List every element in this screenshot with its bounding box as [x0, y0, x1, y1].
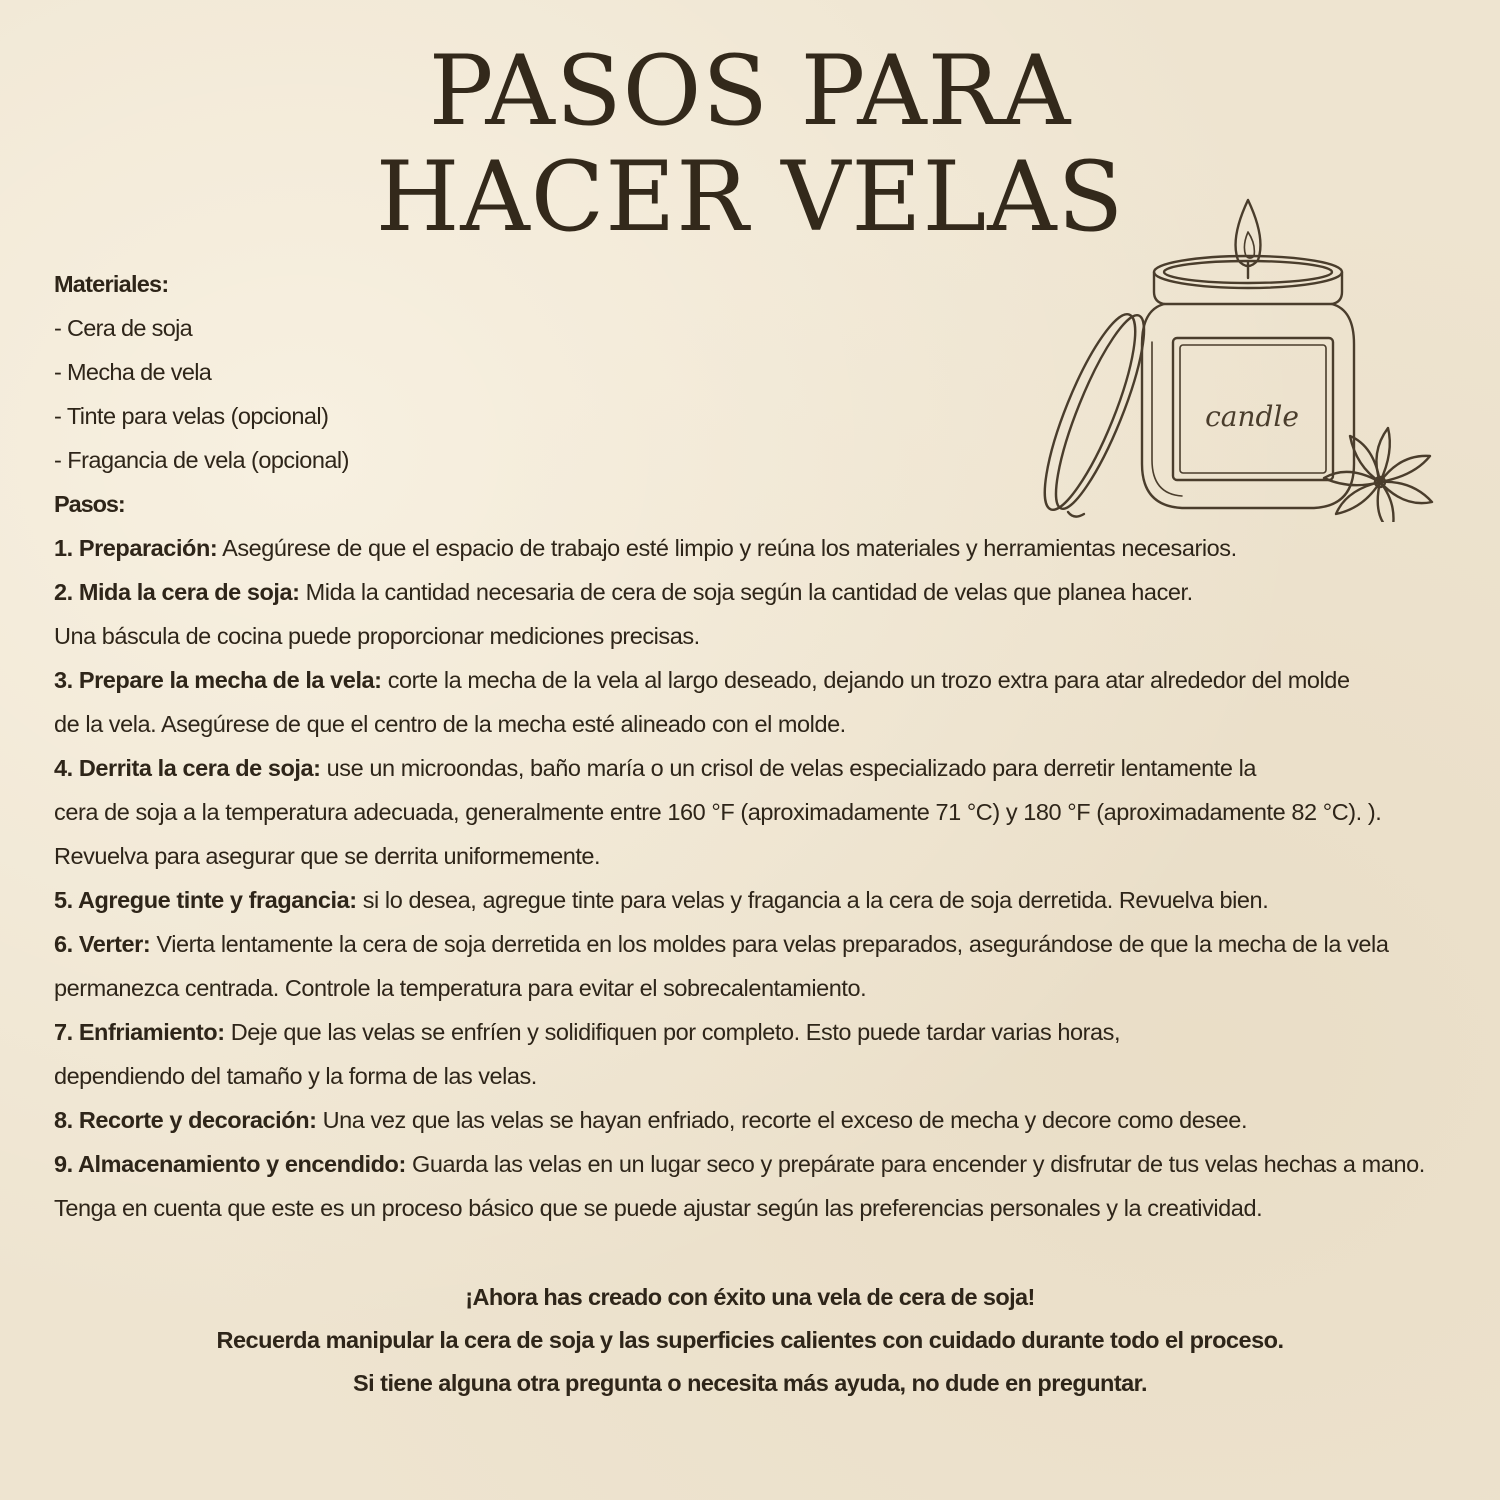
step-text: Una vez que las velas se hayan enfriado, recorte el exceso de mecha y decore como desee.: [322, 1107, 1248, 1133]
step-text: Asegúrese de que el espacio de trabajo esté limpio y reúna los materiales y herramientas necesarios.: [222, 535, 1237, 561]
step-label: 3. Prepare la mecha de la vela:: [54, 667, 382, 693]
material-item: - Mecha de vela: [54, 359, 212, 385]
step-text: Mida la cantidad necesaria de cera de soja según la cantidad de velas que planea hacer.: [305, 579, 1193, 605]
steps-heading: Pasos:: [54, 491, 125, 517]
closing-line: Si tiene alguna otra pregunta o necesita más ayuda, no dude en preguntar.: [353, 1370, 1147, 1396]
step-text: si lo desea, agregue tinte para velas y fragancia a la cera de soja derretida. Revuelva bien.: [362, 887, 1269, 913]
materials-heading: Materiales:: [54, 271, 169, 297]
step-label: 9. Almacenamiento y encendido:: [54, 1151, 406, 1177]
step-8: [54, 1098, 1494, 1142]
step-text: corte la mecha de la vela al largo deseado, dejando un trozo extra para atar alrededor del molde: [387, 667, 1350, 693]
step-1: [54, 526, 1494, 570]
steps-note: Tenga en cuenta que este es un proceso básico que se puede ajustar según las preferencias personales y la creatividad.: [54, 1195, 1263, 1221]
closing-message: [0, 1276, 1500, 1405]
step-label: 8. Recorte y decoración:: [54, 1107, 317, 1133]
step-4: [54, 746, 1494, 878]
instructions-body: [54, 262, 1494, 1230]
step-text: dependiendo del tamaño y la forma de las velas.: [54, 1063, 537, 1089]
step-label: 5. Agregue tinte y fragancia:: [54, 887, 357, 913]
step-6: [54, 922, 1494, 1010]
step-text: Revuelva para asegurar que se derrita uniformemente.: [54, 843, 601, 869]
step-text: Una báscula de cocina puede proporcionar mediciones precisas.: [54, 623, 700, 649]
step-label: 4. Derrita la cera de soja:: [54, 755, 321, 781]
step-5: [54, 878, 1494, 922]
step-3: [54, 658, 1494, 746]
step-text: use un microondas, baño maría o un crisol de velas especializado para derretir lentamente la: [326, 755, 1257, 781]
title-line-2: HACER VELAS: [375, 141, 1125, 253]
step-text: Deje que las velas se enfríen y solidifiquen por completo. Esto puede tardar varias horas,: [230, 1019, 1121, 1045]
step-label: 6. Verter:: [54, 931, 151, 957]
step-text: Vierta lentamente la cera de soja derretida en los moldes para velas preparados, asegurándose de que la mecha de la vela: [156, 931, 1389, 957]
step-2: [54, 570, 1494, 658]
step-7: [54, 1010, 1494, 1098]
jar-label-text: candle: [1205, 400, 1299, 433]
step-text: Guarda las velas en un lugar seco y prepárate para encender y disfrutar de tus velas hechas a mano.: [411, 1151, 1425, 1177]
step-9: [54, 1142, 1494, 1186]
title-line-1: PASOS PARA: [428, 35, 1072, 147]
material-item: - Fragancia de vela (opcional): [54, 447, 349, 473]
step-label: 1. Preparación:: [54, 535, 218, 561]
material-item: - Tinte para velas (opcional): [54, 403, 329, 429]
closing-line: ¡Ahora has creado con éxito una vela de cera de soja!: [465, 1284, 1035, 1310]
step-text: permanezca centrada. Controle la temperatura para evitar el sobrecalentamiento.: [54, 975, 867, 1001]
step-text: de la vela. Asegúrese de que el centro de la mecha esté alineado con el molde.: [54, 711, 846, 737]
closing-line: Recuerda manipular la cera de soja y las superficies calientes con cuidado durante todo el proceso.: [216, 1327, 1284, 1353]
step-text: cera de soja a la temperatura adecuada, generalmente entre 160 °F (aproximadamente 71 °C) y 180 °F (aproximadamente 82 °C). ).: [54, 799, 1382, 825]
material-item: - Cera de soja: [54, 315, 192, 341]
step-label: 2. Mida la cera de soja:: [54, 579, 300, 605]
step-label: 7. Enfriamiento:: [54, 1019, 225, 1045]
